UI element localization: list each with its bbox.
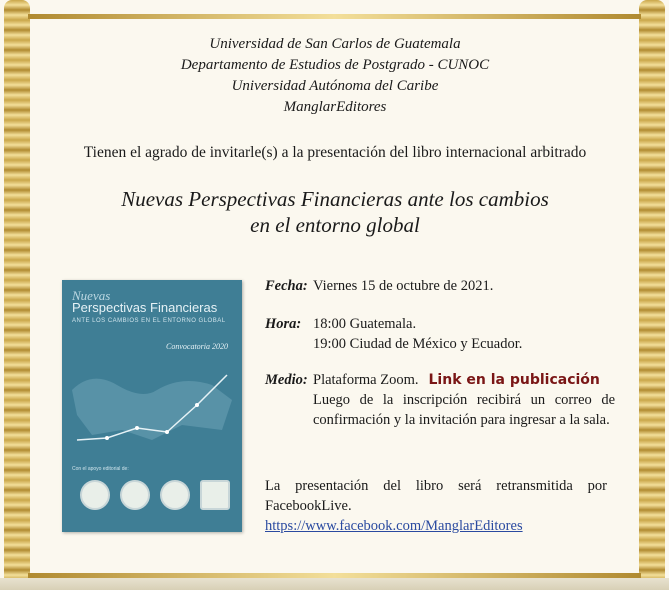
cover-map-graphic [62,360,242,460]
university-seal-icon [120,480,150,510]
invite-text: Tienen el agrado de invitarle(s) a la presentación del libro internacional arbitrado [83,144,587,161]
university-seal-icon [160,480,190,510]
publication-link[interactable]: Link en la publicación [428,372,600,388]
publisher-logo-icon [200,480,230,510]
medio-note: Luego de la inscripción recibirá un correo de confirmación y la invitación para ingresar a la sala. [313,392,615,428]
book-title [40,186,630,238]
cover-title-main: Perspectivas Financieras [72,300,218,315]
institution-line: ManglarEditores [283,99,387,115]
institution-line: Universidad de San Carlos de Guatemala [209,36,461,52]
institutions-header [40,34,630,118]
institution-line: Universidad Autónoma del Caribe [231,78,439,94]
medio-platform: Plataforma Zoom. [313,372,419,388]
book-title-line: Nuevas Perspectivas Financieras ante los cambios [121,187,549,211]
university-seal-icon [80,480,110,510]
gold-chain-border-right [639,0,665,590]
broadcast-note [265,476,607,536]
cover-logos [70,472,234,510]
book-title-line: en el entorno global [250,213,420,237]
hora-label: Hora: [265,316,302,332]
institution-line: Departamento de Estudios de Postgrado - CUNOC [180,57,490,73]
fecha-label: Fecha: [265,278,308,294]
hora-row [265,314,615,354]
hora-line: 19:00 Ciudad de México y Ecuador. [313,336,523,352]
fecha-row [265,276,615,296]
cover-subtitle: ANTE LOS CAMBIOS EN EL ENTORNO GLOBAL [72,318,226,324]
event-details [265,276,615,430]
medio-label: Medio: [265,372,308,388]
fecha-value: Viernes 15 de octubre de 2021. [313,278,494,294]
cover-logos-caption: Con el apoyo editorial de: [72,466,129,472]
gold-chain-border-left [4,0,30,590]
medio-value [313,370,615,430]
broadcast-text: La presentación del libro será retransmitida por FacebookLive. [265,478,607,514]
facebook-link[interactable]: https://www.facebook.com/ManglarEditores [265,518,523,534]
hora-value [313,314,615,354]
book-cover-image [62,280,242,532]
cover-title-word: Nuevas [72,288,111,303]
hora-line: 18:00 Guatemala. [313,316,417,332]
medio-row [265,370,615,430]
cover-edition: Convocatoria 2020 [166,342,228,351]
invitation-content [40,0,630,590]
